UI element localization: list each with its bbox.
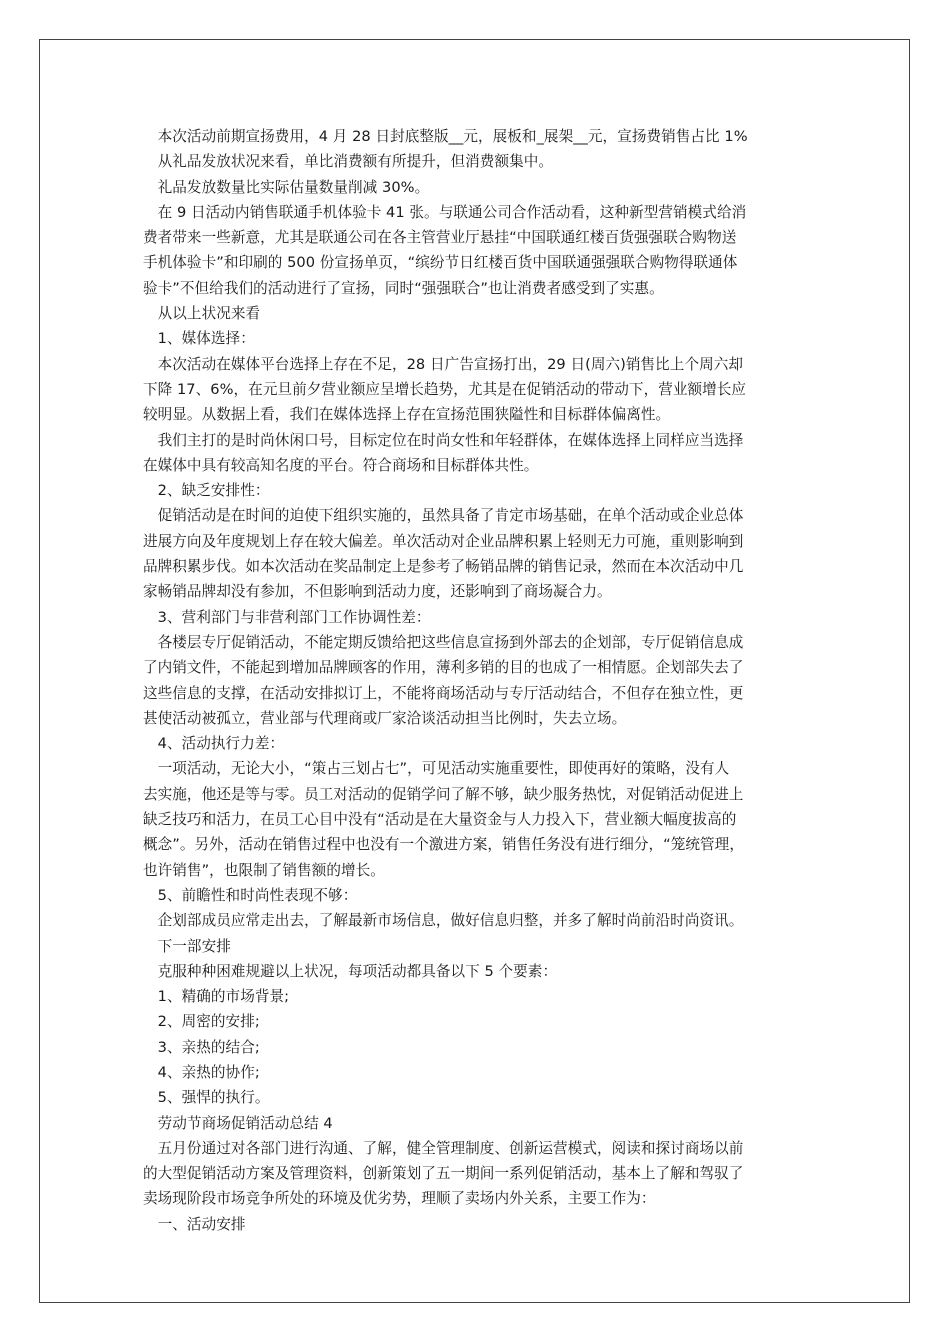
text-line: 下一部安排 xyxy=(143,937,231,955)
text-line: 去实施，他还是等与零。员工对活动的促销学问了解不够，缺少服务热忱，对促销活动促进上 xyxy=(143,785,744,803)
document-body xyxy=(143,124,815,1237)
text-line: 也许销售”，也限制了销售额的增长。 xyxy=(143,861,385,879)
section-heading: 2、缺乏安排性： xyxy=(143,482,270,500)
section-heading: 5、前瞻性和时尚性表现不够： xyxy=(143,886,358,904)
section-title: 劳动节商场促销活动总结 4 xyxy=(143,1114,333,1132)
text-line: 了内销文件，不能起到增加品牌顾客的作用，薄利多销的目的也成了一相情愿。企划部失去了 xyxy=(143,659,744,677)
text-line: 在 9 日活动内销售联通手机体验卡 41 张。与联通公司合作活动看，这种新型营销模式给消 xyxy=(143,203,747,221)
text-line: 克服种种困难规避以上状况，每项活动都具备以下 5 个要素： xyxy=(143,962,558,980)
text-line: 的大型促销活动方案及管理资料，创新策划了五一期间一系列促销活动，基本上了解和驾驭了 xyxy=(143,1165,744,1183)
text-line: 一项活动，无论大小，“策占三划占七”，可见活动实施重要性，即使再好的策略，没有人 xyxy=(143,760,730,778)
section-heading: 一、活动安排 xyxy=(143,1215,246,1233)
section-heading: 1、媒体选择： xyxy=(143,330,255,348)
text-line: 本次活动前期宣扬费用，4 月 28 日封底整版__元，展板和_展架__元，宣扬费销售占比 1% xyxy=(143,128,748,145)
text-line: 下降 17、6%，在元旦前夕营业额应呈增长趋势，尤其是在促销活动的带动下，营业额增长应 xyxy=(143,380,747,398)
text-line: 本次活动在媒体平台选择上存在不足，28 日广告宣扬打出，29 日(周六)销售比上个周六却 xyxy=(143,355,744,373)
text-line: 在媒体中具有较高知名度的平台。符合商场和目标群体共性。 xyxy=(143,456,539,474)
text-line: 费者带来一些新意，尤其是联通公司在各主管营业厅悬挂“中国联通红楼百货强强联合购物送 xyxy=(143,229,737,247)
text-line: 缺乏技巧和活力，在员工心目中没有“活动是在大量资金与人力投入下，营业额大幅度拔高的 xyxy=(143,811,737,829)
text-line: 从礼品发放状况来看，单比消费额有所提升，但消费额集中。 xyxy=(143,153,554,171)
list-item: 2、周密的安排; xyxy=(143,1013,260,1031)
text-line: 手机体验卡”和印刷的 500 份宣扬单页，“缤纷节日红楼百货中国联通强强联合购物得联通体 xyxy=(143,254,738,272)
text-line: 促销活动是在时间的迫使下组织实施的，虽然具备了肯定市场基础，在单个活动或企业总体 xyxy=(143,507,744,525)
list-item: 5、强悍的执行。 xyxy=(143,1089,270,1107)
text-line: 家畅销品牌却没有参加，不但影响到活动力度，还影响到了商场凝合力。 xyxy=(143,583,612,601)
text-line: 这些信息的支撑，在活动安排拟订上，不能将商场活动与专厅活动结合，不但存在独立性，更 xyxy=(143,684,744,702)
text-line: 从以上状况来看 xyxy=(143,305,261,323)
text-line: 验卡”不但给我们的活动进行了宣扬，同时“强强联合”也让消费者感受到了实惠。 xyxy=(143,279,664,297)
text-line: 进展方向及年度规划上存在较大偏差。单次活动对企业品牌积累上轻则无力可施，重则影响到 xyxy=(143,532,744,550)
text-line: 企划部成员应常走出去，了解最新市场信息，做好信息归整，并多了解时尚前沿时尚资讯。 xyxy=(143,912,744,930)
text-line: 五月份通过对各部门进行沟通、了解，健全管理制度、创新运营模式，阅读和探讨商场以前 xyxy=(143,1139,744,1157)
text-line: 概念”。另外，活动在销售过程中也没有一个激进方案，销售任务没有进行细分，“笼统管理， xyxy=(143,836,744,854)
text-line: 我们主打的是时尚休闲口号，目标定位在时尚女性和年轻群体，在媒体选择上同样应当选择 xyxy=(143,431,744,449)
text-line: 礼品发放数量比实际估量数量削减 30%。 xyxy=(143,178,430,196)
text-line: 品牌积累步伐。如本次活动在奖品制定上是参考了畅销品牌的销售记录，然而在本次活动中几 xyxy=(143,558,744,576)
list-item: 1、精确的市场背景; xyxy=(143,988,290,1006)
text-line: 卖场现阶段市场竞争所处的环境及优劣势，理顺了卖场内外关系，主要工作为： xyxy=(143,1190,656,1208)
section-heading: 4、活动执行力差： xyxy=(143,735,285,753)
list-item: 3、亲热的结合; xyxy=(143,1038,260,1056)
text-line: 各楼层专厅促销活动，不能定期反馈给把这些信息宣扬到外部去的企划部，专厅促销信息成 xyxy=(143,633,744,651)
section-heading: 3、营利部门与非营利部门工作协调性差： xyxy=(143,608,431,626)
text-line: 较明显。从数据上看，我们在媒体选择上存在宣扬范围狭隘性和目标群体偏离性。 xyxy=(143,406,671,424)
list-item: 4、亲热的协作; xyxy=(143,1063,260,1081)
text-line: 甚使活动被孤立，营业部与代理商或厂家洽谈活动担当比例时，失去立场。 xyxy=(143,709,627,727)
